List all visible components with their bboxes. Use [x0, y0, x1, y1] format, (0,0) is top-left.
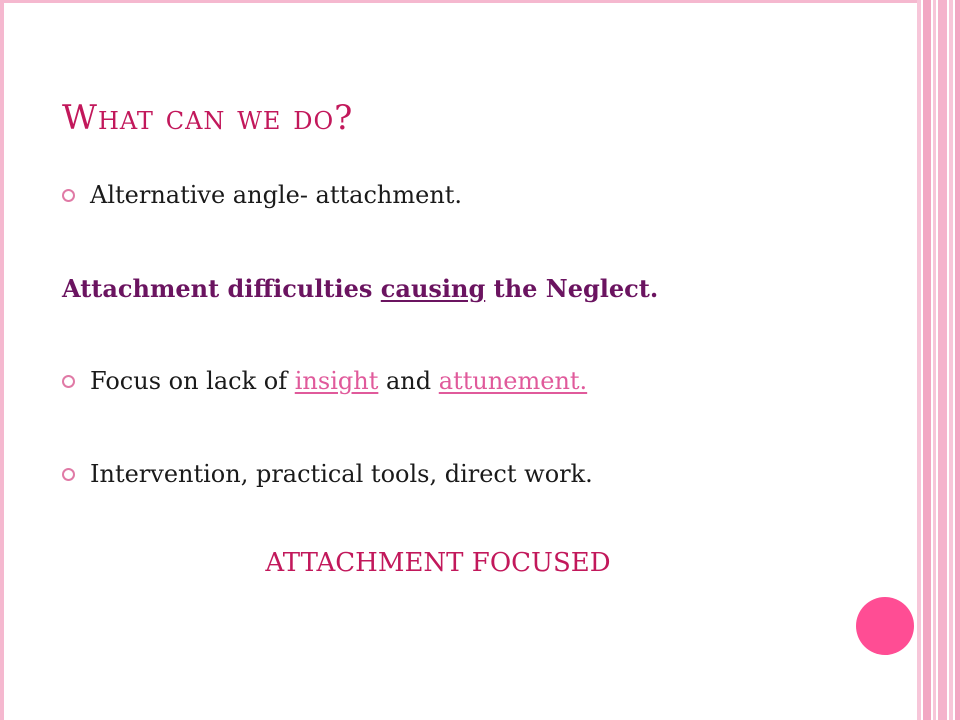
heading-text-end: the Neglect. — [493, 274, 659, 303]
bullet-circle-icon — [62, 375, 75, 388]
heading-underlined-word: causing — [380, 274, 486, 303]
bullet-circle-icon — [62, 189, 75, 202]
heading-text: Attachment difficulties — [62, 274, 373, 303]
bullet-item — [62, 181, 462, 209]
section-heading — [62, 274, 658, 303]
slide-title: What can we do? — [62, 98, 354, 138]
bullet-circle-icon — [62, 468, 75, 481]
attachment-focused-label: ATTACHMENT FOCUSED — [265, 548, 611, 578]
bullet-text: Intervention, practical tools, direct work. — [90, 460, 593, 488]
decorative-stripes — [917, 0, 960, 720]
bullet-text — [90, 367, 587, 395]
bullet-text: Alternative angle- attachment. — [90, 181, 463, 209]
bullet-item — [62, 460, 593, 488]
bullet-text-part: and — [385, 367, 432, 395]
bullet-item — [62, 367, 587, 395]
bullet-text-part: Focus on lack of — [90, 367, 288, 395]
pink-dot-decoration — [856, 597, 914, 655]
insight-link[interactable]: insight — [294, 367, 379, 395]
attunement-link[interactable]: attunement. — [438, 367, 588, 395]
